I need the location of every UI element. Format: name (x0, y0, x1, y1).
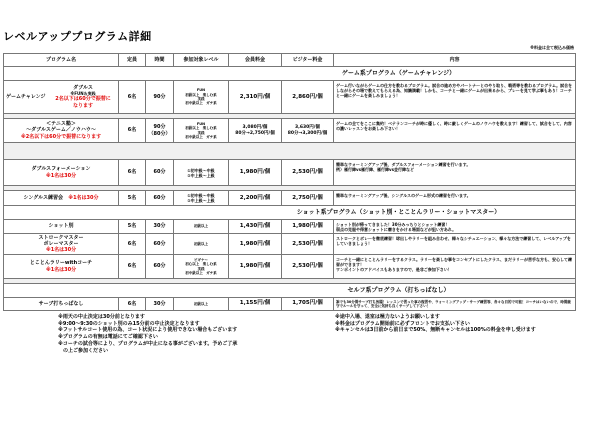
capacity: 5名 (119, 220, 146, 234)
note: ※コーチの試合等により、プログラムが中止になる事がございます。予めご了承 (58, 340, 238, 347)
tax-note: ※料金は全て税込み価格 (530, 45, 574, 50)
program-name-sub: ～ダブルスゲーム／ノウハウ～ (26, 127, 96, 134)
header-level: 参加対象レベル (174, 54, 229, 67)
visitor-fee: 2,530円/個 (282, 255, 334, 279)
table-row (4, 81, 576, 114)
header-content: 内容 (334, 54, 576, 67)
time: 60分 (146, 160, 174, 186)
level (174, 191, 229, 206)
visitor-fee: 2,750円/個 (282, 191, 334, 206)
content (334, 160, 576, 186)
level-label: ②中上級～上級 (187, 198, 215, 203)
level-label: 実践 (197, 266, 205, 271)
level: 初級以上 (174, 220, 229, 234)
table-header (4, 54, 576, 67)
time-label-alt: （80分） (148, 130, 171, 137)
spacer (4, 143, 576, 160)
header-time: 時間 (146, 54, 174, 67)
time: 90分 (146, 81, 174, 114)
level-label: ①初中級～中級 (187, 193, 215, 198)
level-label: 実践 (197, 97, 205, 101)
member-fee (229, 119, 282, 143)
program-name: ショット別 (4, 220, 119, 234)
visitor-fee (282, 119, 334, 143)
time: 60分 (146, 234, 174, 255)
program-warning: ※1名は30分 (68, 194, 99, 201)
program-warning: ※1名は30分 (45, 247, 77, 254)
note: ※雨天の中止決定は30分前となります (58, 313, 145, 320)
level-label: FUN (196, 88, 206, 93)
member-fee: 1,980円/個 (229, 160, 282, 186)
page-body (3, 53, 576, 354)
level (174, 160, 229, 186)
level-label: FUN (196, 121, 206, 126)
section-shot: ショット系プログラム（ショット別・とことんラリー・ショットマスター） (4, 206, 576, 220)
visitor-fee: 2,860円/個 (282, 81, 334, 114)
visitor-fee: 1,980円/個 (282, 220, 334, 234)
visitor-fee: 2,530円/個 (282, 160, 334, 186)
content: ストロークとボレーを徹底練習！球出しやラリーを組み合わせ、様々なシチュエーション、様々な方法で練習して、レベルアップをしていきましょう！ (334, 234, 576, 255)
program-name: とことんラリーwithコーチ (29, 260, 93, 267)
level-label: 初中級以上 ガチ系 (185, 134, 217, 139)
content-line: 簡単なウォーミングアップ後、ダブルスフォーメーション練習を行います。 (336, 162, 471, 167)
visitor-fee: 2,530円/個 (282, 234, 334, 255)
note: ※プログラムの有無は電話にてご確認下さい (58, 334, 158, 340)
time: 60分 (146, 255, 174, 279)
level: 初級以上 (174, 298, 229, 311)
table-row (4, 255, 576, 279)
program-sub: ダブルス (73, 85, 93, 92)
level-label: 初級以上 楽しむ系 (185, 126, 217, 131)
capacity: 6名 (119, 81, 146, 114)
level-label: ①初中級～中級 (187, 167, 215, 173)
member-fee: 1,155円/個 (229, 298, 282, 311)
fee: 3,630円/個 (295, 124, 320, 130)
header-visitor-fee: ビジター料金 (282, 54, 334, 67)
visitor-fee: 1,705円/個 (282, 298, 334, 311)
content-line: ワンポイントのアドバイスもありますので、是非ご参加下さい！ (336, 267, 452, 272)
table-row (4, 298, 576, 311)
fee-alt: 80分→2,750円/個 (235, 130, 275, 136)
level-label: 初中級以上 ガチ系 (185, 270, 217, 275)
content-line: 例）雁行陣vs雁行陣、雁行陣vs並行陣など (336, 167, 414, 172)
time (146, 119, 174, 143)
content-line: ショット別が帰ってきました！30分みっちりとショット練習！ (336, 222, 450, 227)
content-line: コーチと一緒にとことんラリーをするクラス。ラリーを楽しむ事をコンセプトにしたクラス、まだラリーが苦手な方も、安心して練習ができます！ (336, 257, 572, 267)
content (334, 255, 576, 279)
program-name: ゲームチャレンジ (6, 93, 46, 100)
member-fee: 1,980円/個 (229, 255, 282, 279)
level (174, 119, 229, 143)
capacity: 6名 (119, 119, 146, 143)
header-program: プログラム名 (4, 54, 119, 67)
level-label: 初級以上 楽しむ系 (185, 92, 217, 97)
table-row (4, 160, 576, 186)
capacity: 6名 (119, 255, 146, 279)
member-fee: 1,980円/個 (229, 234, 282, 255)
program-name: サーブ打ちっぱなし (4, 298, 119, 311)
capacity: 6名 (119, 160, 146, 186)
table-row (4, 191, 576, 206)
program-warning: ※2名以下は60分で振替になります (20, 133, 102, 140)
note: ※9:00～9:30のショット別のみ15分前の中止決定となります (58, 320, 200, 327)
header-capacity: 定員 (119, 54, 146, 67)
program-table (3, 53, 576, 311)
program-name: シングルス練習会 (23, 194, 63, 201)
level-label: 実践 (197, 130, 205, 135)
level: 初級以上 (174, 234, 229, 255)
time: 30分 (146, 220, 174, 234)
content: 簡単なウォーミングアップ後、シングルスのゲーム形式の練習を行います。 (334, 191, 576, 206)
note: ※料金はプログラム開始前に必ずフロントでお支払い下さい (335, 320, 470, 327)
member-fee: 1,430円/個 (229, 220, 282, 234)
capacity: 6名 (119, 298, 146, 311)
level (174, 81, 229, 114)
program-sub2: ※FUN＆実践 (70, 91, 96, 97)
time-label: 90分 (153, 124, 166, 131)
table-row (4, 220, 576, 234)
section-game: ゲーム系プログラム（ゲームチャレンジ） (4, 67, 576, 81)
program-name: ストロークマスター (38, 234, 84, 241)
level-label: 初中級以上 ガチ系 (185, 101, 217, 106)
level-label: ②中上級～上級 (187, 172, 215, 178)
level (174, 255, 229, 279)
member-fee: 2,200円/個 (229, 191, 282, 206)
notes-right (335, 314, 576, 355)
program-name: ダブルスフォーメーション (31, 166, 91, 173)
content-line: 弱点の克服や得意ショットに磨きをかける場面などが狙い方あれ。 (336, 227, 457, 232)
fee: 3,080円/個 (242, 124, 268, 130)
program-warning: 2名以下は60分で振替になります (55, 96, 111, 109)
fee-alt: 80分→3,300円/個 (287, 130, 328, 136)
capacity: 6名 (119, 234, 146, 255)
notes (3, 314, 576, 355)
level-label: ビギナー (194, 257, 208, 262)
table-row (4, 119, 576, 143)
time: 30分 (146, 298, 174, 311)
content: ゲーム行いながらゲームの仕方を教わるプログラム。試合の進め方やパートナーとのやり取り、戦術等を教わるプログラム。試合をしながらその場で教えてもらえる為、知識満載！しかも、コーチと一緒にゲームが出来るから、プレーを見て学ぶ事もあり！コーチと一緒にゲームを楽しみましょう！ (334, 81, 576, 114)
level-label: 初心以上 楽しむ系 (185, 262, 217, 267)
page-title: レベルアッププログラム詳細 (3, 30, 152, 43)
note: ※途中入場、退室は極力ないようお願いします (335, 313, 440, 320)
note: ※キャンセルは3日前から前日まで50%、無断キャンセルは100%の料金を申し受けます (335, 327, 536, 334)
content (334, 220, 576, 234)
header-member-fee: 会員料金 (229, 54, 282, 67)
capacity: 5名 (119, 191, 146, 206)
note: ※フットサルコート使用の為、コート状況により使用できない場合もございます (58, 327, 238, 334)
member-fee: 2,310円/個 (229, 81, 282, 114)
notes-left (58, 314, 328, 355)
content: 誰でも30分間サーブ打ち放題！レッスンで習った事の復習や、ウォーミングアップ・サーブ練習等、各々な目的で可能！コーチはいないので、時間厳守でルールを守って、安全に気持ち良くサーブして下さい！ (334, 298, 576, 311)
program-name: ボレーマスター (43, 240, 79, 247)
table-row (4, 234, 576, 255)
program-warning: ※1名は30分 (45, 172, 77, 179)
time: 60分 (146, 191, 174, 206)
note: の上ご参加ください (58, 347, 109, 354)
program-warning: ※1名は30分 (45, 266, 77, 273)
content: ゲームの全てをここに集約！ベテランコーチが時に優しく、時に厳しくゲームのノウハウを教えます！練習して、試合をして、内容の濃いレッスンをお楽しみ下さい！ (334, 119, 576, 143)
program-name: ＜テニス塾＞ (46, 121, 76, 128)
section-self: セルフ系プログラム（打ちっぱなし） (4, 284, 576, 298)
